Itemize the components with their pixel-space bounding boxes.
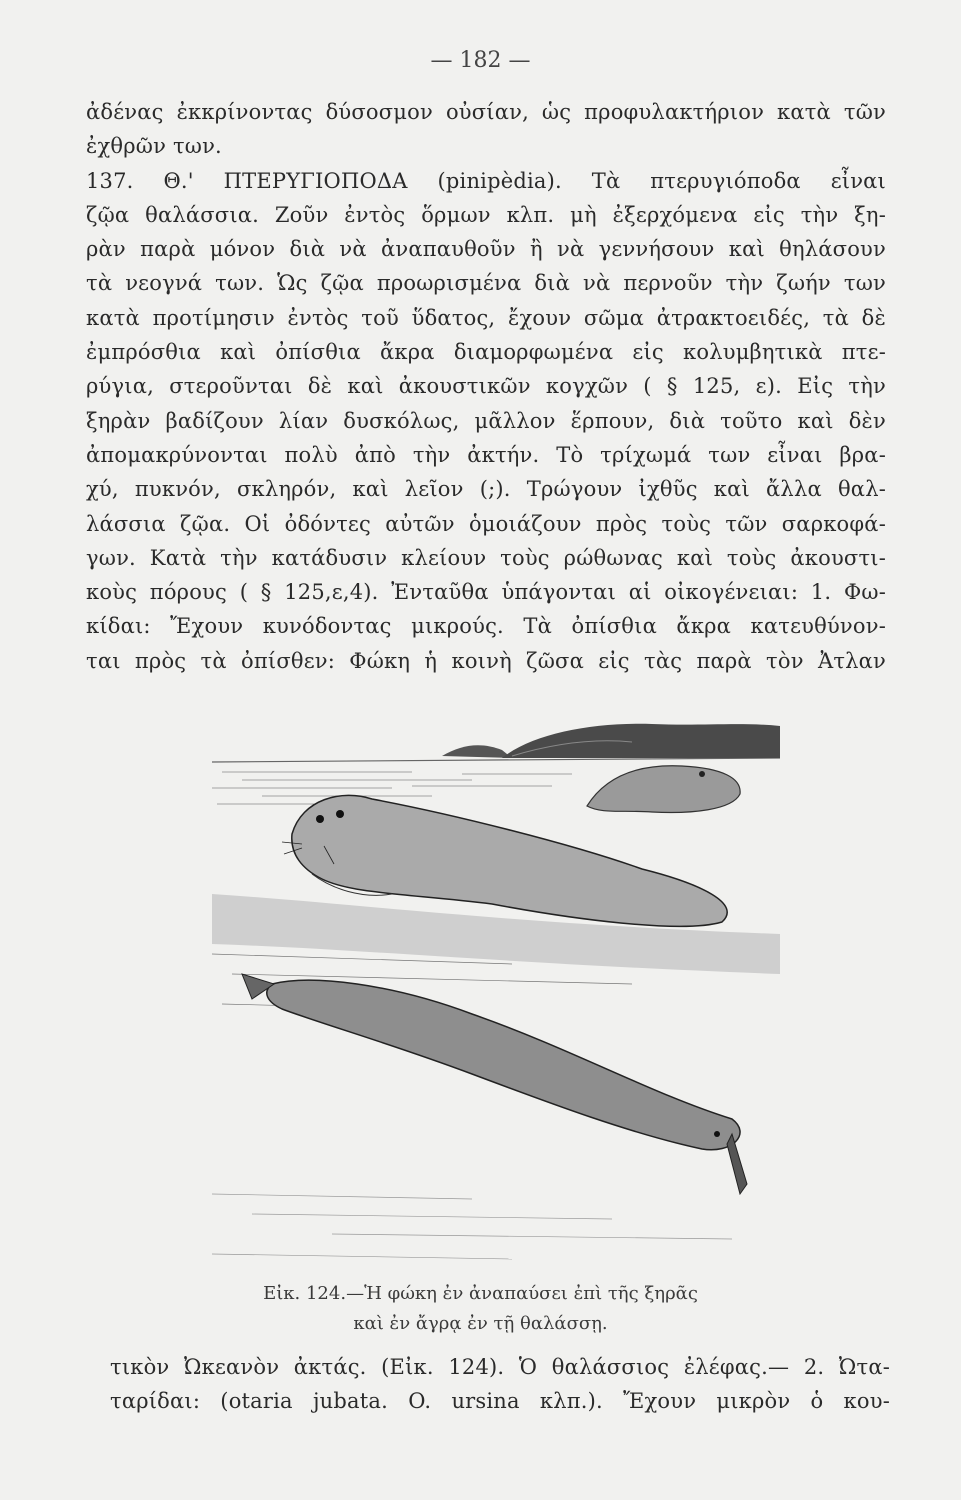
text-line: κίδαι: Ἔχουν κυνόδοντας μικρούς. Τὰ ὀπίσθια ἄκρα κατευθύνον- — [86, 614, 886, 639]
text-line: γων. Κατὰ τὴν κατάδυσιν κλείουν τοὺς ρώθωνας καὶ τοὺς ἀκουστι- — [86, 545, 886, 570]
figure-caption: Εἰκ. 124.—Ἡ φώκη ἐν ἀναπαύσει ἐπὶ τῆς ξηρᾶς — [263, 1283, 698, 1304]
section-heading-line: 137. Θ.' ΠΤΕΡΥΓΙΟΠΟΔΑ (pinipèdia). Τὰ πτερυγιόποδα εἶναι — [86, 168, 886, 193]
text-line: ται πρὸς τὰ ὀπίσθεν: Φώκη ἡ κοινὴ ζῶσα εἰς τὰς παρὰ τὸν Ἀτλαν — [86, 648, 886, 673]
text-line: ταρίδαι: (otaria jubata. O. ursina κλπ.). Ἔχουν μικρὸν ὁ κου- — [110, 1389, 890, 1414]
text-line: ρύγια, στεροῦνται δὲ καὶ ἀκουστικῶν κογχῶν ( § 125, ε). Εἰς τὴν — [86, 374, 886, 399]
text-line: ἐχθρῶν των. — [86, 134, 222, 159]
figure-caption-continued: καὶ ἐν ἄγρᾳ ἐν τῇ θαλάσσῃ. — [353, 1313, 608, 1334]
text-line: λάσσια ζῷα. Οἱ ὀδόντες αὐτῶν ὁμοιάζουν πρὸς τοὺς τῶν σαρκοφά- — [86, 511, 886, 536]
text-line: ξηρὰν βαδίζουν λίαν δυσκόλως, μᾶλλον ἕρπουν, διὰ τοῦτο καὶ δὲν — [86, 408, 886, 433]
main-paragraph — [86, 95, 886, 678]
text-line: χύ, πυκνόν, σκληρόν, καὶ λεῖον (;). Τρώγουν ἰχθῦς καὶ ἄλλα θαλ- — [86, 477, 886, 502]
seal-illustration — [212, 714, 780, 1279]
text-line: ἀπομακρύνονται πολὺ ἀπὸ τὴν ἀκτήν. Τὸ τρίχωμά των εἶναι βρα- — [86, 442, 886, 467]
text-line: τικὸν Ὠκεανὸν ἀκτάς. (Εἰκ. 124). Ὁ θαλάσσιος ἐλέφας.— 2. Ὠτα- — [110, 1355, 890, 1379]
continuation-paragraph — [110, 1350, 890, 1419]
text-line: τὰ νεογνά των. Ὡς ζῷα προωρισμένα διὰ νὰ περνοῦν τὴν ζωήν των — [86, 271, 886, 296]
page-number: — 182 — — [430, 48, 531, 73]
text-line: κοὺς πόρους ( § 125,ε,4). Ἐνταῦθα ὑπάγονται αἱ οἰκογένειαι: 1. Φω- — [86, 580, 886, 605]
text-line: ἀδένας ἐκκρίνοντας δύσοσμον οὐσίαν, ὡς προφυλακτήριον κατὰ τῶν — [86, 100, 886, 124]
text-line: κατὰ προτίμησιν ἐντὸς τοῦ ὕδατος, ἔχουν σῶμα ἀτρακτοειδές, τὰ δὲ — [86, 305, 886, 330]
text-line: ρὰν παρὰ μόνον διὰ νὰ ἀναπαυθοῦν ἢ νὰ γεννήσουν καὶ θηλάσουν — [86, 237, 886, 262]
text-line: ζῷα θαλάσσια. Ζοῦν ἐντὸς ὅρμων κλπ. μὴ ἐξερχόμενα εἰς τὴν ξη- — [86, 202, 886, 227]
text-line: ἐμπρόσθια καὶ ὀπίσθια ἄκρα διαμορφωμένα εἰς κολυμβητικὰ πτε- — [86, 340, 886, 365]
